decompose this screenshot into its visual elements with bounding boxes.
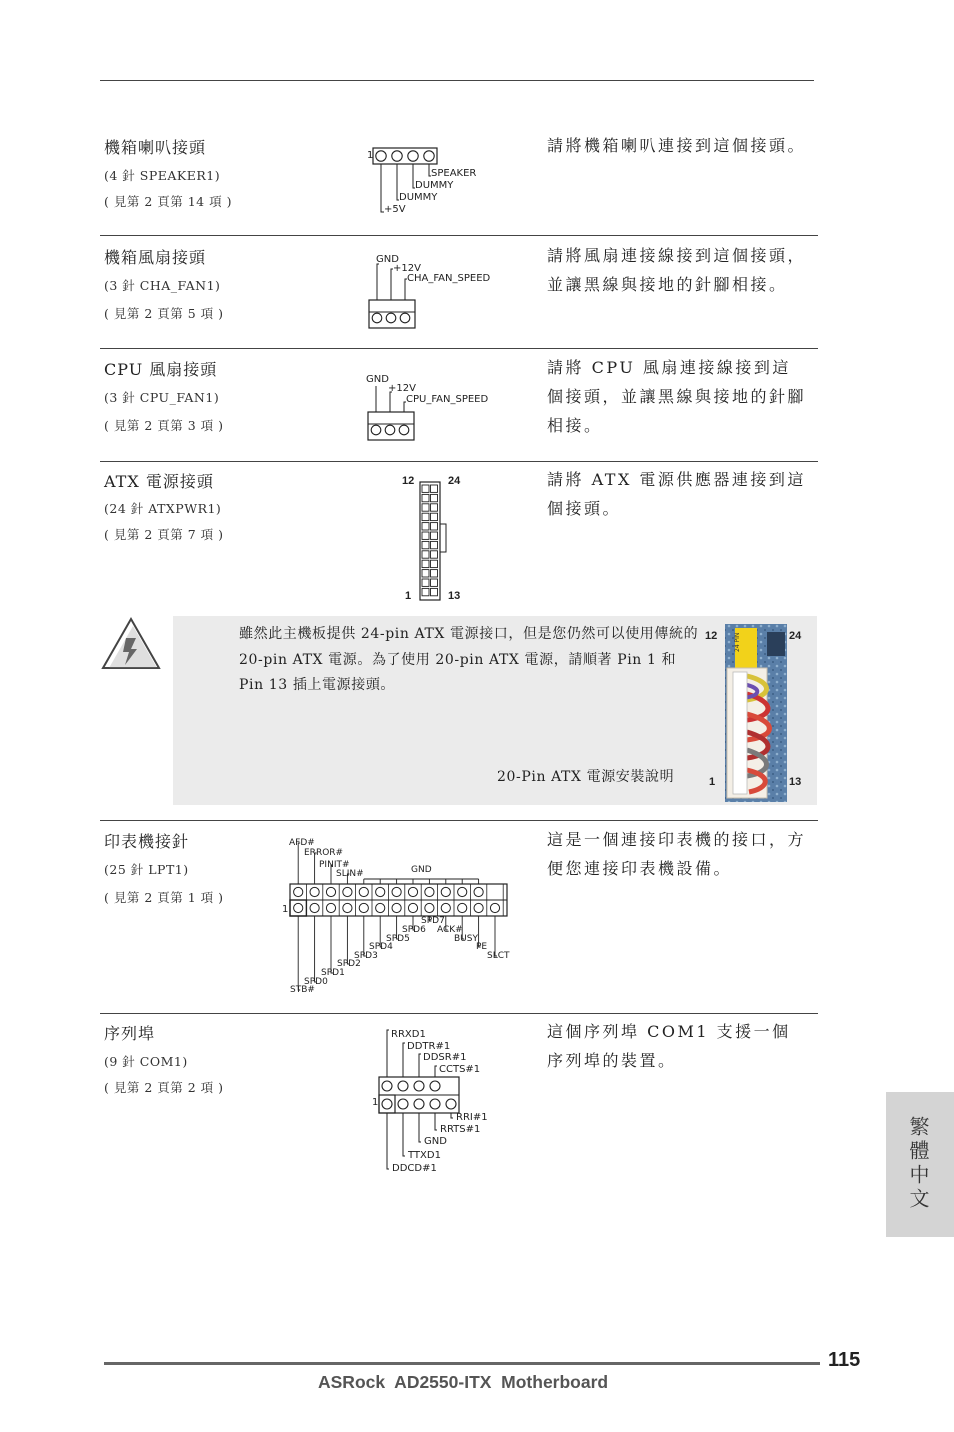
- lpt-label-spd0: SPD0: [304, 977, 328, 987]
- atx-power-desc: 請將 ATX 電源供應器連接到這個接頭。: [547, 470, 806, 518]
- lpt-label-slin: SLIN#: [336, 869, 364, 879]
- chassis-fan-pins: (3 針 CHA_FAN1): [104, 278, 221, 293]
- atx-label-1: 1: [405, 590, 412, 602]
- lpt-label-spd2: SPD2: [337, 959, 361, 969]
- cpu-fan-desc: 請將 CPU 風扇連接線接到這個接頭，並讓黑線與接地的針腳相接。: [547, 358, 807, 435]
- serial-label-rrts1: RRTS#1: [440, 1124, 481, 1135]
- cpu-fan-label-12v: +12V: [388, 383, 416, 394]
- serial-title: 序列埠: [104, 1024, 156, 1043]
- cpu-fan-label-gnd: GND: [366, 374, 389, 385]
- serial-label-ttxd1: TTXD1: [408, 1150, 441, 1161]
- note-caption: 20-Pin ATX 電源安裝說明: [497, 769, 675, 785]
- atx-power-pins: (24 針 ATXPWR1): [104, 501, 222, 516]
- chassis-fan-label-12v: +12V: [393, 263, 421, 274]
- divider: [100, 820, 818, 821]
- cpu-fan-title: CPU 風扇接頭: [104, 360, 218, 379]
- atx-label-12: 12: [402, 475, 415, 487]
- serial-label-ddcd1: DDCD#1: [392, 1163, 437, 1174]
- serial-label-ccts1: CCTS#1: [439, 1064, 481, 1075]
- serial-label-ddsr1: DDSR#1: [423, 1052, 467, 1063]
- cpu-fan-pins: (3 針 CPU_FAN1): [104, 390, 220, 405]
- photo-label-1: 1: [709, 776, 716, 788]
- warning-icon: [100, 616, 162, 672]
- photo-tag: 24 PIN: [734, 632, 741, 652]
- speaker-desc: 請將機箱喇叭連接到這個接頭。: [547, 136, 807, 155]
- speaker-label-speaker: SPEAKER: [431, 168, 477, 179]
- lpt-label-stb: STB#: [290, 985, 315, 995]
- atx-label-13: 13: [448, 590, 461, 602]
- speaker-pin1-marker: 1: [367, 150, 374, 161]
- printer-ref: ( 見第 2 頁第 1 項 ): [104, 890, 224, 905]
- serial-label-ddtr1: DDTR#1: [407, 1041, 451, 1052]
- lpt-label-spd7: SPD7: [421, 916, 445, 926]
- speaker-label-5v: +5V: [384, 204, 406, 215]
- serial-label-rrxd1: RRXD1: [391, 1029, 426, 1040]
- chassis-fan-label-gnd: GND: [376, 254, 399, 265]
- atx-power-title: ATX 電源接頭: [104, 472, 214, 491]
- language-side-tab: [886, 1092, 954, 1237]
- speaker-title: 機箱喇叭接頭: [104, 138, 207, 157]
- note-box: [173, 616, 817, 805]
- serial-desc: 這個序列埠 COM1 支援一個序列埠的裝置。: [547, 1022, 791, 1070]
- speaker-pins: (4 針 SPEAKER1): [104, 168, 221, 183]
- lpt-label-spd1: SPD1: [321, 968, 345, 978]
- footer-rule: [104, 1362, 820, 1365]
- lpt-label-error: ERROR#: [304, 848, 344, 858]
- printer-header-diagram: [280, 835, 520, 1000]
- photo-label-13: 13: [789, 776, 802, 788]
- atx-power-connector-diagram: [396, 472, 476, 604]
- photo-label-12: 12: [705, 630, 718, 642]
- atx-label-24: 24: [448, 475, 461, 487]
- footer-text: ASRock AD2550-ITX Motherboard: [318, 1372, 609, 1392]
- speaker-label-dummy2: DUMMY: [399, 192, 438, 203]
- lpt-label-ack: ACK#: [437, 925, 463, 935]
- note-text: 雖然此主機板提供 24-pin ATX 電源接口，但是您仍然可以使用傳統的 20-pin ATX 電源。為了使用 20-pin ATX 電源，請順著 Pin 1 和 Pin 13 插上電源接頭。: [239, 626, 699, 693]
- chassis-fan-desc: 請將風扇連接線接到這個接頭，並讓黑線與接地的針腳相接。: [547, 246, 807, 294]
- lpt-label-pinit: PINIT#: [319, 860, 350, 870]
- printer-desc: 這是一個連接印表機的接口，方便您連接印表機設備。: [547, 830, 807, 878]
- speaker-ref: ( 見第 2 頁第 14 項 ): [104, 194, 232, 209]
- speaker-header-diagram: [366, 144, 496, 216]
- serial-pins: (9 針 COM1): [104, 1054, 188, 1069]
- page-number: 115: [828, 1349, 861, 1371]
- divider: [100, 461, 818, 462]
- atx-power-ref: ( 見第 2 頁第 7 項 ): [104, 527, 224, 542]
- lpt-label-spd6: SPD6: [402, 925, 426, 935]
- chassis-fan-header-diagram: [366, 252, 506, 332]
- lpt-pin1-marker: 1: [282, 904, 289, 915]
- lpt-label-pe: PE: [476, 942, 488, 952]
- speaker-label-dummy1: DUMMY: [415, 180, 454, 191]
- divider: [100, 1013, 818, 1014]
- divider: [100, 235, 818, 236]
- lpt-label-busy: BUSY: [454, 934, 478, 944]
- chassis-fan-label-speed: CHA_FAN_SPEED: [407, 273, 491, 284]
- lpt-label-afd: AFD#: [289, 838, 315, 848]
- lpt-label-slct: SLCT: [487, 951, 510, 961]
- language-side-tab-label: 繁體中文: [906, 1116, 930, 1212]
- serial-ref: ( 見第 2 頁第 2 項 ): [104, 1080, 224, 1095]
- serial-label-gnd: GND: [424, 1136, 447, 1147]
- cpu-fan-ref: ( 見第 2 頁第 3 項 ): [104, 418, 224, 433]
- printer-title: 印表機接針: [104, 832, 190, 851]
- serial-header-diagram: [368, 1026, 498, 1178]
- cpu-fan-header-diagram: [364, 372, 504, 444]
- serial-label-rri1: RRI#1: [456, 1112, 488, 1123]
- lpt-label-spd3: SPD3: [354, 951, 378, 961]
- printer-pins: (25 針 LPT1): [104, 862, 189, 877]
- photo-label-24: 24: [789, 630, 802, 642]
- lpt-label-spd4: SPD4: [369, 942, 393, 952]
- chassis-fan-ref: ( 見第 2 頁第 5 項 ): [104, 306, 224, 321]
- chassis-fan-title: 機箱風扇接頭: [104, 248, 207, 267]
- lpt-label-spd5: SPD5: [386, 934, 410, 944]
- divider: [100, 348, 818, 349]
- cpu-fan-label-speed: CPU_FAN_SPEED: [406, 394, 489, 405]
- top-rule: [100, 80, 814, 81]
- atx-install-photo: [703, 624, 813, 802]
- lpt-label-gnd: GND: [411, 865, 432, 875]
- serial-pin1-marker: 1: [372, 1097, 379, 1108]
